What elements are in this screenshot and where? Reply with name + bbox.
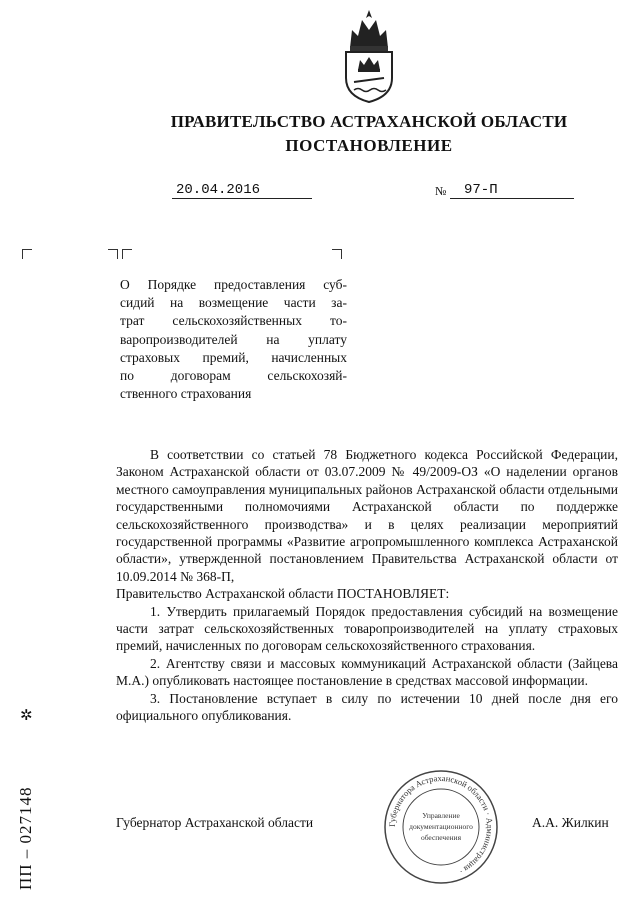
preamble-paragraph: В соответствии со статьей 78 Бюджетного кодекса Российской Федерации, Законом Астраханской области от 03.07.2009 № 49/2009-ОЗ «О наделении органов местного самоуправления муниципальных районов Астраханской области отдельными государственными полномочиями Астраханской области по поддержке сельскохозяйственного производства» и в целях реализации мероприятий государственной программы «Развитие агропромышленного комплекса Астраханской области», утвержденной постановлением Правительства Астраханской области от 10.09.2014 № 368-П, <box>116 447 618 584</box>
signatory-name: А.А. Жилкин <box>532 815 609 830</box>
item-1-paragraph: 1. Утвердить прилагаемый Порядок предоставления субсидий на возмещение части затрат сельскохозяйственных товаропроизводителей на уплату страховых премий, начисленных по договорам сельскохозяйственного страхования. <box>116 603 618 654</box>
corner-bracket-mid-right <box>122 249 132 259</box>
stamp-line-1: Управление <box>422 811 460 820</box>
corner-bracket-mid-left <box>108 249 118 259</box>
stamp-ring-text: Губернатора Астраханской области · Администрация · <box>386 772 496 877</box>
document-date: 20.04.2016 <box>176 182 261 198</box>
document-body <box>116 446 618 725</box>
number-underline <box>450 198 574 199</box>
coat-of-arms-emblem <box>336 8 402 104</box>
signatory-position: Губернатор Астраханской области <box>116 815 314 830</box>
subject-line: сидий на возмещение части за- <box>120 295 347 311</box>
decree-line: Правительство Астраханской области ПОСТАНОВЛЯЕТ: <box>116 586 450 602</box>
number-sign: № <box>435 184 447 198</box>
document-authority-title: ПРАВИТЕЛЬСТВО АСТРАХАНСКОЙ ОБЛАСТИ <box>170 112 568 131</box>
subject-line: варопроизводителей на уплату <box>120 331 347 347</box>
stamp-line-2: документационного <box>409 822 473 831</box>
document-type-title: ПОСТАНОВЛЕНИЕ <box>285 136 453 155</box>
date-underline <box>172 198 312 199</box>
subject-line: трат сельскохозяйственных то- <box>120 313 347 329</box>
official-stamp-seal <box>382 768 500 886</box>
side-serial-number: ПП – 027148 <box>16 786 35 890</box>
side-decorative-mark: ✲ <box>20 708 33 724</box>
subject-line: страховых премий, начисленных <box>120 349 347 365</box>
subject-line: О Порядке предоставления суб- <box>120 277 347 292</box>
subject-line: по договорам сельскохозяй- <box>120 368 347 384</box>
document-subject <box>120 276 347 403</box>
document-number: 97-П <box>464 182 498 198</box>
item-2-paragraph: 2. Агентству связи и массовых коммуникаций Астраханской области (Зайцева М.А.) опубликовать настоящее постановление в средствах массовой информации. <box>116 655 618 689</box>
item-3-paragraph: 3. Постановление вступает в силу по истечении 10 дней после дня его официального опубликования. <box>116 690 618 724</box>
subject-line: ственного страхования <box>120 386 252 402</box>
corner-bracket-top-right <box>332 249 342 259</box>
corner-bracket-top-left <box>22 249 32 259</box>
stamp-line-3: обеспечения <box>420 833 462 842</box>
